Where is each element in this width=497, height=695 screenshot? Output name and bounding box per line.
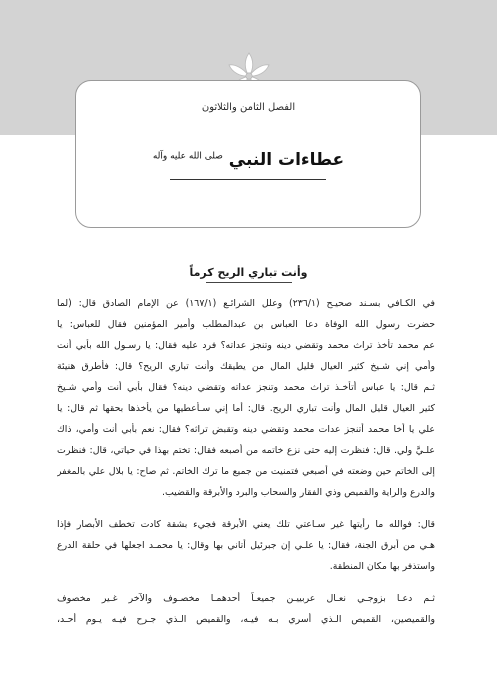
chapter-title bbox=[0, 150, 497, 170]
chapter-label: الفصل الثامن والثلاثون bbox=[201, 102, 296, 113]
body-line: حضرت رسول الله الوفاة دعا العباس بن عبدالمطلب وأمير المؤمنين فقال للعباس: يا bbox=[57, 319, 435, 330]
body-line: ثـم قال: يا عباس أتأخـذ تراث محمد وتنجز عداته وتقضي دينه؟ فقال بأبي أنت وأمي شـيخ bbox=[57, 382, 435, 393]
body-line: في الكـافي بسـند صحيـح (٢٣٦/١) وعلل الشرائـع (١٦٧/١) عن الإمام الصادق قال: (لما bbox=[57, 298, 435, 309]
body-line: إلى الخاتم حين وضعته في أصبعي فتمنيت من جميع ما ترك الخاتم. ثم صاح: يا بلال علي بالمغفر bbox=[57, 466, 435, 477]
body-line: قال: فوالله ما رأيتها غير سـاعتي تلك يعني الأبرقة فجيء بشقة كادت تخطف الأبصار فإذا bbox=[57, 519, 435, 530]
body-line: ثـم دعـا بزوجـي نعـال عربييـن جميعـاً أحدهمـا مخصـوف والآخر غـير مخصوف bbox=[57, 593, 435, 604]
body-line: كثير العيال قليل المال وأنت تباري الريح. قال: أما إني سـأعطيها من يأخذها بحقها ثم قال: يا bbox=[57, 403, 435, 414]
body-line: واستذفر بها مكان المنطقة. bbox=[329, 561, 435, 572]
chapter-title-text: عطاءات النبي bbox=[228, 150, 345, 170]
body-line: والدرع والراية والقميص وذي الفقار والسحاب والبرد والأبرقة والقضيب. bbox=[161, 487, 435, 498]
body-line: هـي من أبرق الجنة، فقال: يا علـي إن جبرئيل أتاني بها وقال: يا محمـد اجعلها في حلقة الدرع bbox=[57, 540, 435, 551]
title-underline bbox=[170, 179, 326, 180]
body-line: علي يا أخا محمد أتنجز عدات محمد وتقضي دينه وتقبض تراثه؟ فقال: نعم بأبي أنت وأمي، ذاك bbox=[57, 424, 435, 435]
body-line: وأمي إني شـيخ كثير العيال قليل المال من يطيقك وأنت تباري الريح؟ قال: فأطرق هنيئة bbox=[57, 361, 435, 372]
body-line: والقميصين، القميص الـذي أسري بـه فيـه، والقميص الـذي جـرح فيـه يـوم أحـد، bbox=[57, 614, 435, 625]
section-heading: وأنت تباري الريح كرماً bbox=[189, 266, 308, 279]
body-line: علـيَّ ولي. قال: فنظرت إليه حتى نزع خاتمه من أصبعه فقال: تختم بهذا في حياتي، قال: فنظرت bbox=[57, 445, 435, 456]
chapter-title-honorific: صلى الله عليه وآله bbox=[152, 151, 223, 162]
body-line: عم محمد تأخذ تراث محمد وتقضي دينه وتنجز عداته؟ فرد عليه فقال: يا رسـول الله بأبي أنت bbox=[57, 340, 435, 351]
section-heading-underline bbox=[206, 282, 292, 283]
